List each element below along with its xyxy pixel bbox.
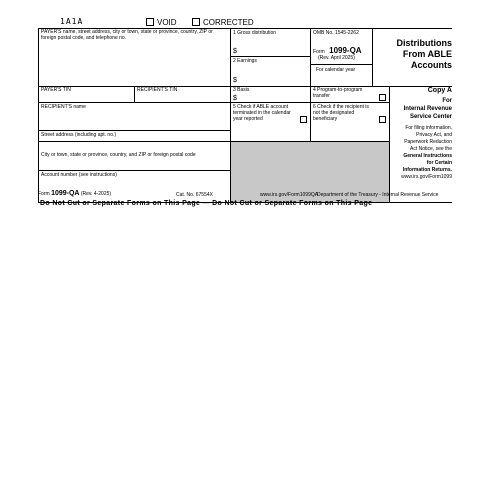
account-number-label: Account number (see instructions) [41,172,117,178]
form-title-line2: From ABLE [402,49,452,59]
omb-form-prefix: Form [313,49,325,55]
footer-department: Department of the Treasury - Internal Revenue Service [317,192,439,198]
form-title-line1: Distributions [396,38,452,48]
payer-tin-label: PAYER'S TIN [41,87,71,93]
city-label: City or town, state or province, country, and ZIP or foreign postal code [41,152,196,158]
omb-number: OMB No. 1545-2262 [313,30,359,36]
form-code: 1A1A [60,17,84,26]
copy-a-irs-line2: Service Center [409,114,452,120]
box5-label: 5 Check if ABLE account terminated in the calendar year reported [233,104,291,122]
box3-label: 3 Basis [233,87,250,93]
footer-url: www.irs.gov/Form1099QA [260,192,319,198]
box4-label: 4 Program-to-program transfer [313,87,363,99]
footer-form-name: Form 1099-QA (Rev. 4-2025) [38,190,112,197]
box6-label: 6 Check if the recipient is not the designated beneficiary [313,104,369,122]
box2-currency: $ [233,77,237,84]
box6-checkbox[interactable] [379,116,386,123]
copy-a-info: For filing information, Privacy Act, and Paperwork Reduction Act Notice, see the General Instructions for Certain Information Returns. www.irs.gov/Form1099 [401,125,452,180]
box3-currency: $ [233,95,237,102]
box1-currency: $ [233,48,237,55]
copy-a-for: For [442,98,452,104]
copy-a-title: Copy A [427,87,452,94]
omb-revision: (Rev. April 2025) [318,55,355,61]
form-title [374,38,452,71]
footer-cat-number: Cat. No. 67554X [176,192,213,198]
box2-label: 2 Earnings [233,58,257,64]
corrected-checkbox[interactable] [192,18,200,26]
calendar-year-label: For calendar year [316,67,356,73]
cut-notice: Do Not Cut or Separate Forms on This Page — Do Not Cut or Separate Forms on This Page [40,200,373,207]
box4-checkbox[interactable] [379,94,386,101]
void-checkbox[interactable] [146,18,154,26]
copy-a-irs-line1: Internal Revenue [403,106,452,112]
corrected-label: CORRECTED [203,18,254,27]
street-address-label: Street address (including apt. no.) [41,132,117,138]
omb-form-number: 1099-QA [329,46,362,55]
void-label: VOID [157,18,177,27]
recipient-tin-label: RECIPIENT'S TIN [137,87,178,93]
copy-a-block [390,86,452,181]
form-title-line3: Accounts [410,60,452,70]
box5-checkbox[interactable] [300,116,307,123]
recipient-name-label: RECIPIENT'S name [41,104,86,110]
box1-label: 1 Gross distribution [233,30,277,36]
payer-block-label: PAYER'S name, street address, city or town, state or province, country, ZIP or foreign postal code, and telephone no. [41,29,213,41]
